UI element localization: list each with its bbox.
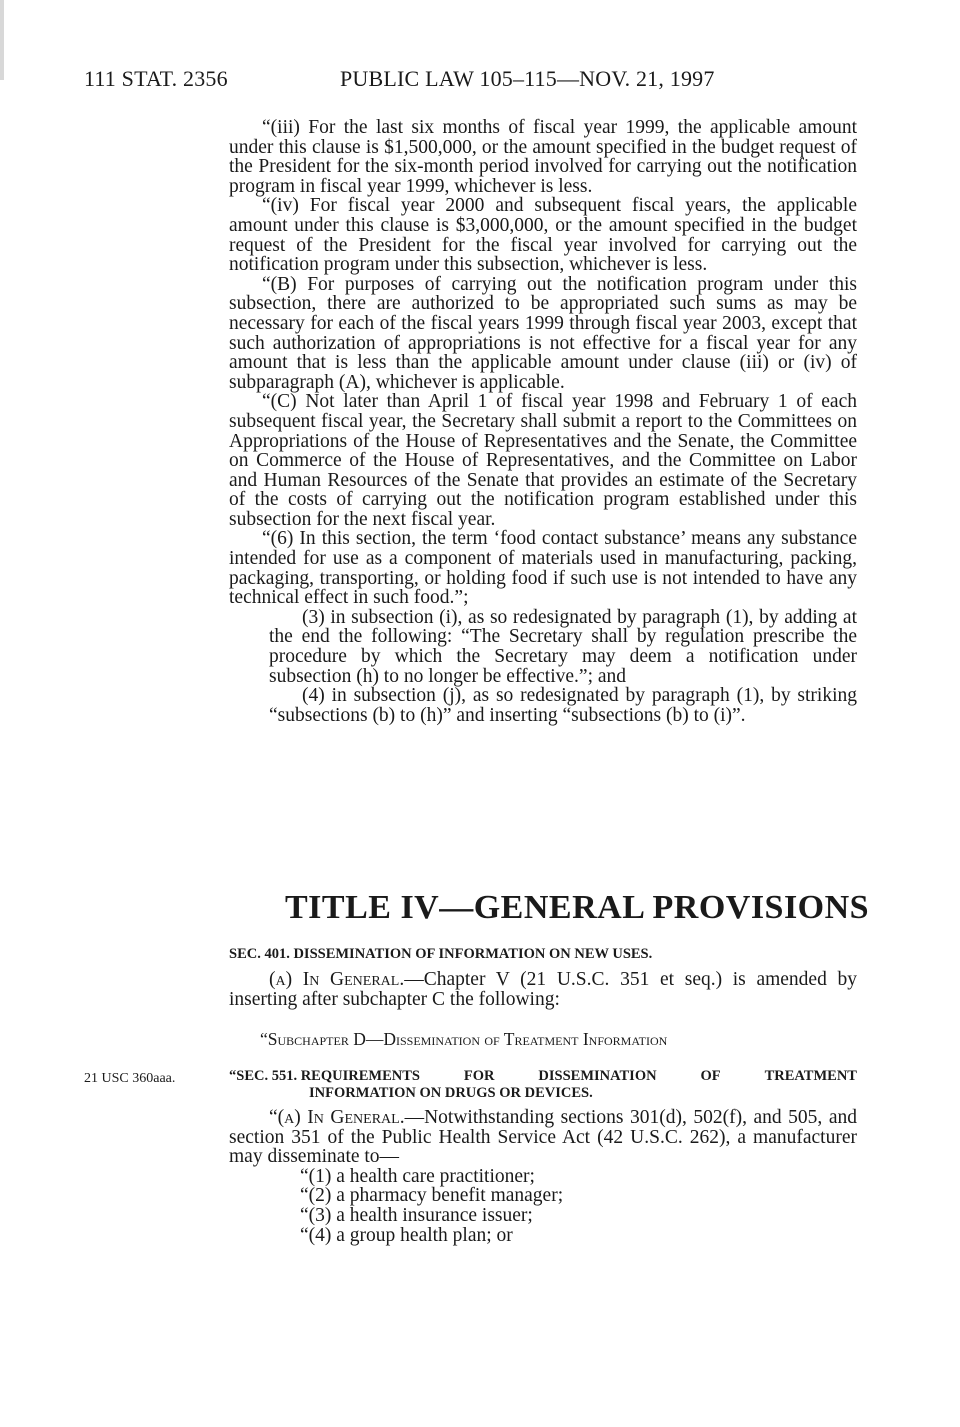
amendment-3: (3) in subsection (i), as so redesignated by paragraph (1), by adding at the end the following: “The Secretary shall by regulation prescribe the procedure by which the Secretary may deem a notification under subsection (h) to no longer be effective.”; and	[269, 606, 857, 687]
section-551-text	[229, 1108, 857, 1245]
subparagraph-b: “(B) For purposes of carrying out the notification program under this subsection, there are authorized to be appropriated such sums as may be necessary for each of the fiscal years 1999 through fiscal year 2003, except that such authorization of appropriations is not effective for a fiscal year for any amount that is less than the applicable amount under clause (iii) or (iv) of subparagraph (A), whichever is applicable.	[229, 273, 857, 393]
section-401-text	[229, 970, 857, 1009]
clause-iii: “(iii) For the last six months of fiscal year 1999, the applicable amount under this clause is $1,500,000, or the amount specified in the budget request of the President for the six-month period involved for carrying out the notification program in fiscal year 1999, whichever is less.	[229, 117, 857, 197]
list-item: “(4) a group health plan; or	[300, 1224, 513, 1246]
section-551-heading-line2: INFORMATION ON DRUGS OR DEVICES.	[309, 1085, 593, 1101]
list-item: “(3) a health insurance issuer;	[300, 1204, 533, 1226]
section-551-subsection-a	[229, 1108, 857, 1167]
section-401-lead: (a) In General.	[269, 969, 405, 990]
amendment-4: (4) in subsection (j), as so redesignated by paragraph (1), by striking “subsections (b) to (h)” and inserting “subsections (b) to (i)”.	[269, 685, 857, 726]
section-551-heading-part: OF	[700, 1068, 721, 1084]
public-law-citation: PUBLIC LAW 105–115—NOV. 21, 1997	[340, 66, 715, 91]
subparagraph-c: “(C) Not later than April 1 of fiscal year 1998 and February 1 of each subsequent fiscal year, the Secretary shall submit a report to the Committees on Appropriations of the House of Representatives and the Senate, the Committee on Commerce of the House of Representatives, and the Committee on Labor and Human Resources of the Senate that provides an estimate of the Secretary of the costs of carrying out the notification program established under this subsection for the next fiscal year.	[229, 391, 857, 530]
section-551-heading-part: “SEC. 551. REQUIREMENTS	[229, 1068, 420, 1084]
usc-margin-note: 21 USC 360aaa.	[84, 1071, 176, 1086]
recipient-list	[229, 1167, 857, 1245]
paragraph-6: “(6) In this section, the term ‘food contact substance’ means any substance intended for use as a component of materials used in manufacturing, packing, packaging, transporting, or holding food if such use is not intended to have any technical effect in such food.”;	[229, 528, 857, 609]
clause-iv: “(iv) For fiscal year 2000 and subsequent fiscal years, the applicable amount under this clause is $3,000,000, or the amount specified in the budget request of the President for the fiscal year involved for carrying out the notification program under this subsection, whichever is less.	[229, 195, 857, 276]
scan-edge	[0, 0, 4, 80]
section-551-heading-part: FOR	[463, 1068, 495, 1084]
continuation-text	[229, 118, 857, 725]
section-551-lead: “(a) In General.	[269, 1107, 405, 1128]
statute-page-number: 111 STAT. 2356	[84, 66, 228, 91]
list-item: “(2) a pharmacy benefit manager;	[300, 1185, 564, 1207]
section-551-body: —Notwithstanding sections 301(d), 502(f), and 505, and section 351 of the Public Health Service Act (42 U.S.C. 262), a manufacturer may disseminate to—	[229, 1107, 857, 1168]
section-401-body: —Chapter V (21 U.S.C. 351 et seq.) is amended by inserting after subchapter C the following:	[229, 969, 857, 1010]
title-heading: TITLE IV—GENERAL PROVISIONS	[285, 889, 870, 926]
section-551-heading-part: DISSEMINATION	[538, 1068, 657, 1084]
section-551-heading-part: TREATMENT	[764, 1068, 857, 1084]
subchapter-heading: “Subchapter D—Dissemination of Treatment Information	[260, 1029, 668, 1049]
section-551-heading	[229, 1068, 857, 1102]
list-item: “(1) a health care practitioner;	[300, 1165, 535, 1187]
section-401-heading: SEC. 401. DISSEMINATION OF INFORMATION ON NEW USES.	[229, 946, 653, 962]
